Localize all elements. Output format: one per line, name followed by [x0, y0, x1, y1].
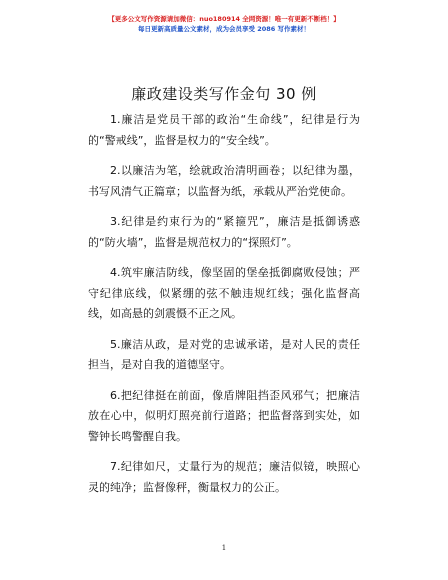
- page-number: 1: [221, 544, 227, 552]
- promo-banner-line-2: 每日更新高质量公文素材，成为会员享受 2086 写作素材！: [137, 25, 311, 33]
- paragraph-3: 3.纪律是约束行为的“紧箍咒”，廉洁是抵御诱惑的“防火墙”，监督是规范权力的“探照灯”。: [88, 215, 360, 249]
- paragraph-6: 6.把纪律挺在前面，像盾牌阻挡歪风邪气；把廉洁放在心中，似明灯照亮前行道路；把监督落到实处，如警钟长鸣警醒自我。: [88, 388, 360, 443]
- document-body: [88, 110, 360, 508]
- document-title: 廉政建设类写作金句 30 例: [131, 85, 317, 103]
- paragraph-1: 1.廉洁是党员干部的政治“生命线”，纪律是行为的“警戒线”，监督是权力的“安全线”。: [88, 113, 360, 147]
- paragraph-7: 7.纪律如尺，丈量行为的规范；廉洁似镜，映照心灵的纯净；监督像秤，衡量权力的公正。: [88, 460, 360, 494]
- promo-banner-line-1: 【更多公文写作资源请加微信：nuo180914 全网资源！唯一有更新不断档！】: [108, 15, 340, 23]
- paragraph-4: 4.筑牢廉洁防线，像坚固的堡垒抵御腐败侵蚀；严守纪律底线，似紧绷的弦不触违规红线；强化监督高线，如高悬的剑震慑不正之风。: [88, 266, 360, 320]
- paragraph-5: 5.廉洁从政，是对党的忠诚承诺，是对人民的责任担当，是对自我的道德坚守。: [88, 337, 360, 371]
- paragraph-2: 2.以廉洁为笔，绘就政治清明画卷；以纪律为墨，书写风清气正篇章；以监督为纸，承载从严治党使命。: [88, 164, 360, 198]
- promo-banner: [0, 14, 448, 34]
